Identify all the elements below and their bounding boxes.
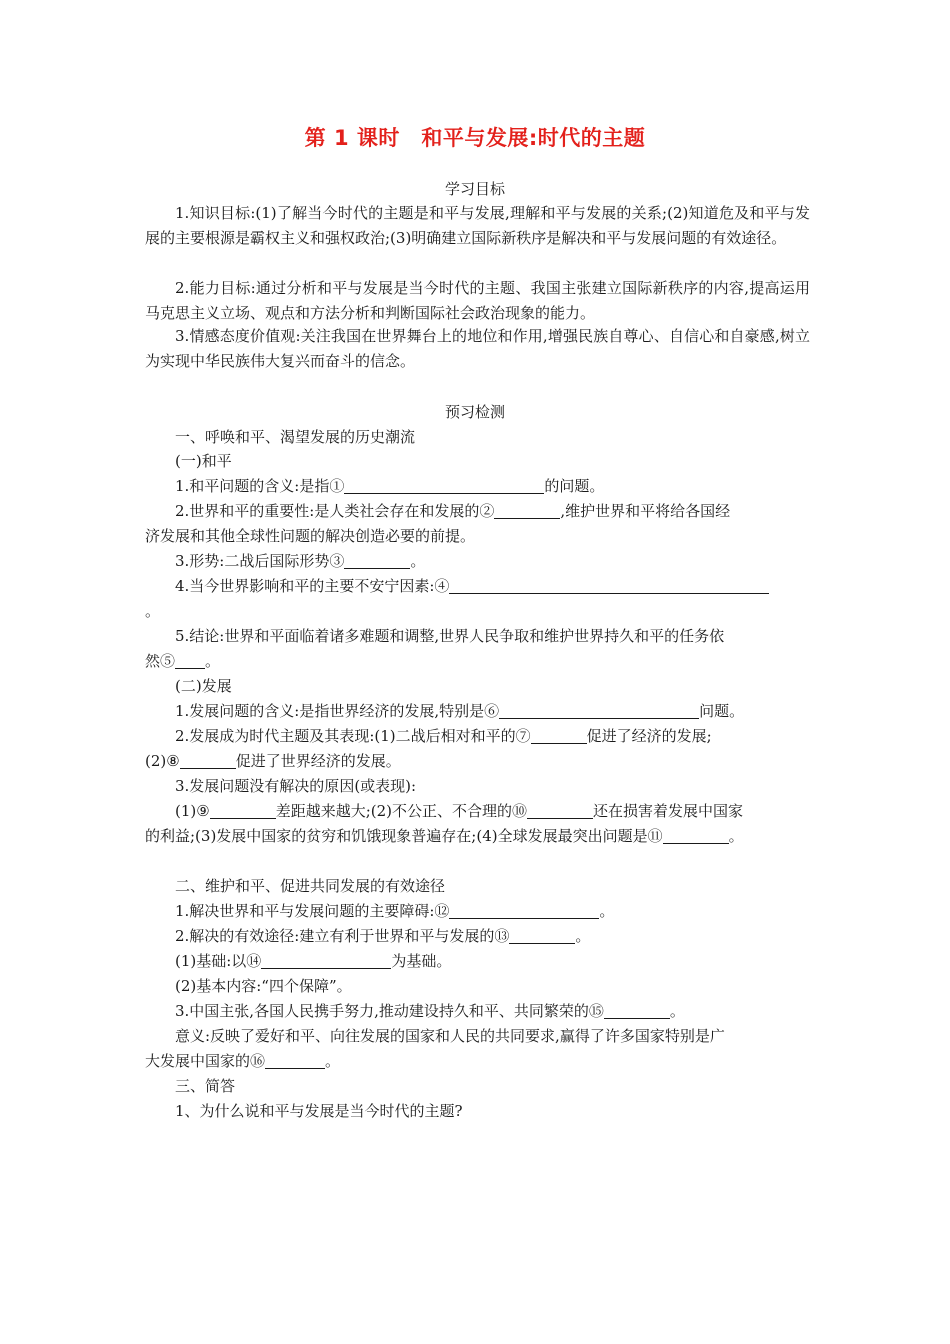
dev-q3-l1-text: (1)⑨ [175,802,210,820]
dev-q3-l2-text: 的利益;(3)发展中国家的贫穷和饥饿现象普遍存在;(4)全球发展最突出问题是⑪ [145,827,663,845]
part2-significance-cont [145,1049,340,1074]
peace-q3-text: 3.形势:二战后国际形势③ [175,552,345,570]
preview-heading: 预习检测 [444,403,505,421]
peace-q2-cont: 济发展和其他全球性问题的解决创造必要的前提。 [145,527,476,545]
dev-q3-l1-mid: 差距越来越大;(2)不公正、不合理的⑩ [275,802,528,820]
peace-q5-text: 然⑤ [145,652,176,670]
blank-1[interactable] [344,477,544,494]
part2-sig-tail: 。 [325,1052,341,1070]
blank-4[interactable] [449,577,769,594]
dev-q3-l1-tail: 还在损害着发展中国家 [593,802,744,820]
blank-16[interactable] [265,1052,325,1069]
objectives-heading: 学习目标 [444,180,505,198]
part2-q2-text: 2.解决的有效途径:建立有利于世界和平与发展的⑬ [175,927,510,945]
peace-q3-tail: 。 [410,552,426,570]
blank-13[interactable] [509,927,575,944]
objective-knowledge: 1.知识目标:(1)了解当今时代的主题是和平与发展,理解和平与发展的关系;(2)知道危及和平与发展的主要根源是霸权主义和强权政治;(3)明确建立国际新秩序是解决和平与发展问题的有效途径。 [145,204,810,247]
dev-q2-cont-tail: 促进了世界经济的发展。 [235,752,401,770]
blank-11[interactable] [663,827,729,844]
part2-q3-text: 3.中国主张,各国人民携手努力,推动建设持久和平、共同繁荣的⑮ [175,1002,604,1020]
peace-heading: (一)和平 [175,452,232,470]
dev-q3-line1 [175,799,743,824]
part2-q1 [175,899,614,924]
peace-q4-text: 4.当今世界影响和平的主要不安宁因素:④ [175,577,450,595]
peace-q2-text: 2.世界和平的重要性:是人类社会存在和发展的② [175,502,495,520]
part2-q2-1-text: (1)基础:以⑭ [175,952,262,970]
part3-heading: 三、简答 [175,1077,236,1095]
peace-q2-tail: ,维护世界和平将给各国经 [560,502,731,520]
part2-q2-2: (2)基本内容:“四个保障”。 [175,977,352,995]
blank-14[interactable] [261,952,391,969]
peace-q4-tail: 。 [145,602,161,620]
dev-q1-tail: 问题。 [699,702,745,720]
blank-6[interactable] [499,702,699,719]
part2-q3-tail: 。 [669,1002,685,1020]
part2-q1-tail: 。 [599,902,615,920]
blank-9[interactable] [210,802,276,819]
peace-q1-text: 1.和平问题的含义:是指① [175,477,345,495]
part2-q3 [175,999,685,1024]
dev-q2 [175,724,712,749]
dev-heading: (二)发展 [175,677,232,695]
dev-q3: 3.发展问题没有解决的原因(或表现): [175,777,417,795]
blank-15[interactable] [604,1002,670,1019]
part2-q1-text: 1.解决世界和平与发展问题的主要障碍:⑫ [175,902,450,920]
part2-q2-tail: 。 [575,927,591,945]
objective-ability: 2.能力目标:通过分析和平与发展是当今时代的主题、我国主张建立国际新秩序的内容,提高运用马克思主义立场、观点和方法分析和判断国际社会政治现象的能力。 [145,279,810,322]
dev-q2-tail: 促进了经济的发展; [586,727,712,745]
peace-q1 [175,474,604,499]
peace-q2 [175,499,730,524]
blank-3[interactable] [344,552,410,569]
objective-attitude: 3.情感态度价值观:关注我国在世界舞台上的地位和作用,增强民族自尊心、自信心和自豪感,树立为实现中华民族伟大复兴而奋斗的信念。 [145,327,810,370]
blank-12[interactable] [449,902,599,919]
dev-q1-text: 1.发展问题的含义:是指世界经济的发展,特别是⑥ [175,702,500,720]
part2-q2-1 [175,949,451,974]
blank-7[interactable] [531,727,587,744]
dev-q2-text: 2.发展成为时代主题及其表现:(1)二战后相对和平的⑦ [175,727,531,745]
part2-sig-text: 大发展中国家的⑯ [145,1052,266,1070]
dev-q1 [175,699,744,724]
blank-5[interactable] [175,652,205,669]
part1-heading: 一、呼唤和平、渴望发展的历史潮流 [175,428,416,446]
dev-q2-cont [145,749,401,774]
blank-8[interactable] [180,752,236,769]
part2-q2 [175,924,590,949]
peace-q5-cont [145,649,220,674]
dev-q2-cont-text: (2)⑧ [145,752,180,770]
blank-10[interactable] [527,802,593,819]
peace-q1-tail: 的问题。 [544,477,605,495]
peace-q3 [175,549,425,574]
blank-2[interactable] [494,502,560,519]
part3-question-1: 1、为什么说和平与发展是当今时代的主题? [175,1102,463,1120]
dev-q3-line2 [145,824,744,849]
dev-q3-l2-tail: 。 [728,827,744,845]
part2-significance: 意义:反映了爱好和平、向往发展的国家和人民的共同要求,赢得了许多国家特别是广 [175,1027,725,1045]
part2-q2-1-tail: 为基础。 [391,952,452,970]
peace-q5: 5.结论:世界和平面临着诸多难题和调整,世界人民争取和维护世界持久和平的任务依 [175,627,725,645]
lesson-title: 第 1 课时 和平与发展:时代的主题 [304,126,646,150]
peace-q5-tail: 。 [205,652,221,670]
part2-heading: 二、维护和平、促进共同发展的有效途径 [175,877,446,895]
peace-q4 [175,574,769,599]
